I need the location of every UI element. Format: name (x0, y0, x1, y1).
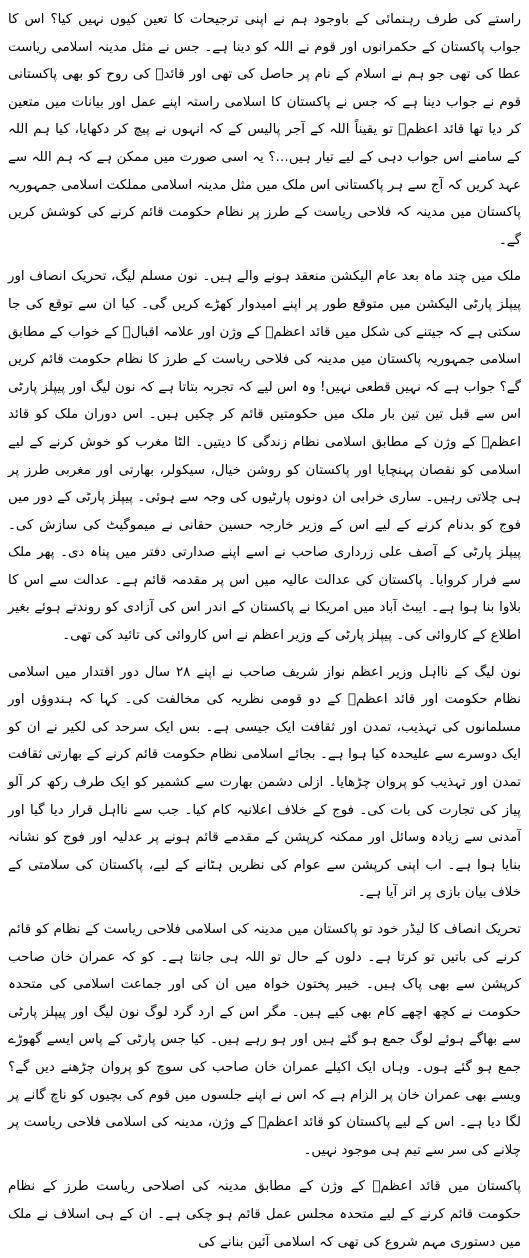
article-paragraph: تحریک انصاف کا لیڈر خود تو پاکستان میں مدینہ کی اسلامی فلاحی ریاست کے نظام کو قائم کرنے کی باتیں تو کرتا ہے۔ دلوں کے حال تو اللہ ہی جانتا ہے۔ کو کہ عمران خان صاحب کرپشن سے بھی پاک ہیں۔ خیبر پختون خواہ میں ان کی اور جماعت اسلامی کی متحدہ حکومت نے کچھ اچھے کام بھی کیے ہیں۔ مگر اس کے ارد گرد لوگ نون لیگ اور پیپلز پارٹی سے بھاگے ہوئے لوگ جمع ہو گئے ہیں اور ہو رہے ہیں۔ کیا جس پارٹی کے پاس ایسے گھوڑے جمع ہو گئے ہوں۔ وہاں ایک اکیلے عمران خان صاحب کی سوچ کو پروان چڑھنے دیں گے؟ ویسے بھی عمران خان پر الزام ہے کہ اس نے اپنے جلسوں میں قوم کی بچیوں کو ناچ گانے پر لگا دیا ہے۔ اس کے لیے پاکستان کو قائد اعظمؒ کے وژن، مدینہ کی اسلامی فلاحی ریاست پر چلانے کی سر سے تیم ہی موجود نہیں۔ (8, 922, 521, 1158)
article-paragraph: ملک میں چند ماہ بعد عام الیکشن منعقد ہونے والے ہیں۔ نون مسلم لیگ، تحریک انصاف اور پیپلز پارٹی الیکشن میں متوقع طور پر اپنے امیدوار کھڑے کریں گی۔ کیا ان سے توقع کی جا سکتی ہے کہ جیتنے کی شکل میں قائد اعظمؒ کے وژن اور علامہ اقبالؒ کے خواب کے مطابق اسلامی جمہوریہ پاکستان میں مدینہ کی فلاحی ریاست کے طرز کا نظام حکومت قائم کریں گے؟ جواب ہے کہ نہیں قطعی نہیں! وہ اس لیے کہ تجربہ بتاتا ہے کہ نون لیگ اور پیپلز پارٹی اس سے قبل تین تین بار ملک میں حکومتیں قائم کر چکیں ہیں۔ اس دوران ملک کو قائد اعظمؒ کے وژن کے مطابق اسلامی نظام زندگی کا دیتیں۔ الٹا مغرب کو خوش کرنے کے لیے اسلامی کو نقصان پہنچایا اور پاکستان کو روشن خیال، سیکولر، بھارتی اور مغربی طرز پر ہی چلاتی رہیں۔ ساری خرابی ان دونوں پارٹیوں کی وجہ سے ہوئی۔ پیپلز پارٹی کے دور میں فوج کو بدنام کرنے کے لیے اس کے وزیر خارجہ حسین حقانی نے میموگیٹ کی سازش کی۔ پیپلز پارٹی کے آصف علی زرداری صاحب نے اسے اپنے صدارتی دفتر میں پناہ دی۔ پھر ملک سے فرار کروایا۔ پاکستان کی عدالت عالیہ میں اس پر مقدمہ قائم ہے۔ عدالت سے اس کا بلاوا بنا ہوا ہے۔ ایبٹ آباد میں امریکا نے پاکستان کے اندر اس کی آزادی کو روندتے ہوئے بغیر اطلاع کے کاروائی کی۔ پیپلز پارٹی کے وزیر اعظم نے اس کاروائی کی تائید کی تھی۔ (8, 269, 521, 644)
article-paragraph: پاکستان میں قائد اعظمؒ کے وژن کے مطابق مدینہ کی اصلاحی ریاست طرز کے نظام حکومت قائم کرنے کے لیے متحدہ مجلس عمل قائم ہو چکی ہے۔ ان کے ہی اسلاف نے ملک میں دستوری مہم شروع کی تھی کہ اسلامی آئین بنانے کی (8, 1179, 521, 1250)
article-paragraph: نون لیگ کے نااہل وزیر اعظم نواز شریف صاحب نے اپنے ۲۸ سال دور اقتدار میں اسلامی نظام حکومت اور قائد اعظمؒ کے دو قومی نظریہ کی مخالفت کی۔ کہا کہ ہندوؤں اور مسلمانوں کی تہذیب، تمدن اور ثقافت ایک جیسی ہے۔ بس ایک سرحد کی لکیر نے ان کو ایک دوسرے سے علیحدہ کیا ہوا ہے۔ بجائے اسلامی نظام حکومت قائم کرنے کے بھارتی ثقافت تمدن اور تہذیب کو پروان چڑھایا۔ ازلی دشمن بھارت سے کشمیر کو ایک طرف رکھ کر آلو پیاز کی تجارت کی بات کی۔ فوج کے خلاف اعلانیہ کام کیا۔ جب سے نااہل قرار دیا گیا اور آمدنی سے زیادہ وسائل اور ممکنہ کرپشن کے مقدمے قائم ہونے پر عدلیہ اور فوج کو نشانہ بنایا ہوا ہے۔ اب اپنی کرپشن سے عوام کی نظریں ہٹانے کے لیے، پاکستان کی سلامتی کے خلاف بیان بازی پر اتر آیا ہے۔ (8, 664, 522, 901)
article-paragraph: راستے کی طرف رہنمائی کے باوجود ہم نے اپنی ترجیحات کا تعین کیوں نہیں کیا؟ اس کا جواب پاکستان کے حکمرانوں اور قوم نے اللہ کو دینا ہے۔ جس نے مثل مدینہ اسلامی ریاست عطا کی تھی جو ہم نے اسلام کے نام پر حاصل کی تھی اور قائدؒ کی روح کو بھی پاکستانی قوم نے جواب دینا ہے کہ جس نے پاکستان کا اسلامی راستہ اپنے عمل اور بیانات میں متعین کر دیا تھا قائد اعظمؒ تو یقیناً اللہ کے آجر پالیس کے کہ انہوں نے پیچ کر دکھایا، کیا ہم اللہ کے سامنے اس جواب دہی کے لیے تیار ہیں…؟ یہ اسی صورت میں ممکن ہے کہ ہم اللہ سے عہد کریں کہ آج سے ہر پاکستانی اس ملک میں مثل مدینہ اسلامی مملکت اسلامی جمہوریہ پاکستان میں مدینہ کہ فلاحی ریاست کے طرز پر نظام حکومت قائم کرنے کی کوشش کریں گے۔ (8, 12, 521, 248)
